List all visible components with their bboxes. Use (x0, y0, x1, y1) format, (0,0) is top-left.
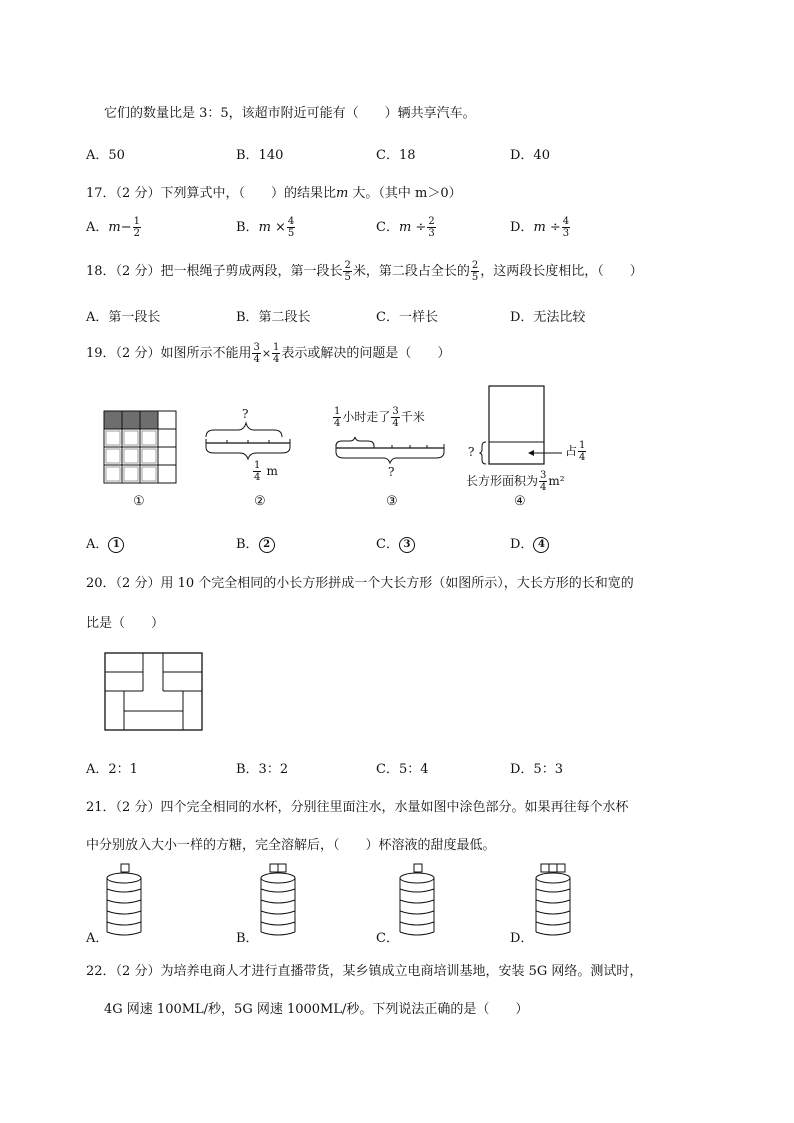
q21-stem-line-1: 21．（2 分）四个完全相同的水杯，分别往里面注水，水量如图中涂色部分。如果再往每个水杯 (86, 800, 629, 815)
q21-option-d[interactable]: D． (510, 931, 534, 946)
q19-option-d[interactable] (510, 533, 549, 553)
q17-option-b-expr: m × (258, 220, 286, 235)
q19-fig3-f1-numerator: 1 (334, 406, 341, 417)
q16-stem: 它们的数量比是 3：5，该超市附近可能有（ ）辆共享汽车。 (104, 106, 476, 121)
q19-fig1-label: ① (133, 494, 145, 509)
q19-fig4-fraction (578, 440, 586, 463)
q20-option-c[interactable]: C．5：4 (376, 762, 429, 777)
q17-option-d-fraction (562, 216, 570, 239)
q18-option-c[interactable]: C．一样长 (376, 310, 438, 325)
q16-option-b[interactable]: B．140 (236, 148, 284, 163)
q19-fig3-f1-denominator: 4 (334, 418, 341, 429)
q18-stem (86, 260, 643, 283)
q20-stem-line-2: 比是（ ） (86, 616, 165, 631)
q19-option-d-value: 4 (533, 537, 549, 553)
q19-fig4-area-denominator: 4 (540, 482, 547, 493)
q19-fig3-f2-numerator: 3 (392, 406, 399, 417)
q21-cup-d (533, 862, 573, 942)
q18-option-b[interactable]: B．第二段长 (236, 310, 311, 325)
q17-option-b-fraction (287, 216, 295, 239)
q17-stem-var: m (335, 186, 349, 201)
q18-stem-mid: 米，第二段占全长的 (352, 264, 470, 279)
q19-stem-post: 表示或解决的问题是（ ） (281, 346, 451, 361)
q17-c-denominator: 3 (428, 228, 435, 239)
q19-fig4-label: ④ (514, 494, 526, 509)
q19-option-b-value: 2 (259, 537, 275, 553)
q17-stem (86, 182, 462, 201)
q19-fig4-numerator: 1 (579, 440, 586, 451)
q17-option-a[interactable] (86, 216, 142, 239)
q21-option-b[interactable]: B． (236, 931, 259, 946)
q19-option-d-prefix: D． (510, 537, 534, 552)
q19-fig4-unit: m² (548, 474, 565, 488)
q18-fraction-1 (343, 260, 351, 283)
q19-fig3-f2-denominator: 4 (392, 418, 399, 429)
q19-stem-pre: 19．（2 分）如图所示不能用 (86, 346, 252, 361)
q19-fig2-unit: m (266, 464, 278, 478)
q17-b-denominator: 5 (287, 228, 295, 239)
q19-fig4-area (466, 470, 565, 493)
q19-fig2-label: ② (254, 494, 266, 509)
q19-fraction-1 (252, 342, 260, 365)
q19-fig4-area-text: 长方形面积为 (466, 474, 539, 488)
q19-option-a-value: 1 (108, 537, 124, 553)
q19-f1-denominator: 4 (253, 354, 260, 365)
q19-option-b-prefix: B． (236, 537, 259, 552)
q21-option-c[interactable]: C． (376, 931, 399, 946)
q19-option-a[interactable] (86, 533, 124, 553)
q17-option-b[interactable] (236, 216, 296, 239)
q16-option-a[interactable]: A．50 (86, 148, 125, 163)
q19-fig3-text1: 小时走了 (342, 410, 391, 424)
q19-fig4-portion (565, 440, 587, 463)
q19-f2-denominator: 4 (273, 354, 280, 365)
q19-option-c[interactable] (376, 533, 415, 553)
q20-rectangle-figure (104, 652, 204, 732)
q19-fig2-question: ? (242, 407, 249, 421)
q17-a-numerator: 1 (133, 216, 140, 227)
q19-option-c-value: 3 (399, 537, 415, 553)
q19-f2-numerator: 1 (273, 342, 280, 353)
q17-option-b-label: B． (236, 220, 259, 235)
q19-fig4-question: ? (468, 445, 475, 459)
q18-stem-pre: 18．（2 分）把一根绳子剪成两段，第一段长 (86, 264, 343, 279)
q19-option-c-prefix: C． (376, 537, 399, 552)
q17-stem-post: 大。（其中 m＞0） (348, 186, 462, 201)
q17-a-denominator: 2 (133, 228, 140, 239)
q22-stem-line-1: 22．（2 分）为培养电商人才进行直播带货，某乡镇成立电商培训基地，安装 5G 网络。测试时， (86, 964, 643, 979)
q19-option-b[interactable] (236, 533, 275, 553)
q21-option-a[interactable]: A． (86, 931, 109, 946)
q19-fraction-2 (272, 342, 280, 365)
q17-option-c-label: C． (376, 220, 399, 235)
q21-stem-line-2: 中分别放入大小一样的方糖，完全溶解后，（ ）杯溶液的甜度最低。 (86, 838, 496, 853)
q18-option-d[interactable]: D．无法比较 (510, 310, 586, 325)
q19-fig3-label-num: ③ (386, 494, 398, 509)
q19-figure-3-segment (330, 430, 450, 466)
q20-option-b[interactable]: B．3：2 (236, 762, 289, 777)
q17-option-d-label: D． (510, 220, 534, 235)
q19-fig3-unit: 千米 (400, 410, 425, 424)
q21-cup-b (258, 862, 298, 942)
q18-f1-denominator: 5 (344, 272, 351, 283)
q19-stem (86, 342, 450, 365)
q19-fig2-numerator: 1 (254, 460, 261, 471)
q17-option-d[interactable] (510, 216, 571, 239)
q16-option-c[interactable]: C．18 (376, 148, 416, 163)
q17-option-a-label: A． (86, 220, 109, 235)
q19-fig4-denominator: 4 (579, 452, 586, 463)
q19-fig2-fraction (253, 460, 261, 483)
q19-fig3-fraction-2 (391, 406, 399, 429)
q19-option-a-prefix: A． (86, 537, 109, 552)
q19-fig2-denominator: 4 (254, 472, 261, 483)
q19-times: × (261, 347, 272, 360)
q19-fig3-label (332, 406, 425, 429)
q17-c-numerator: 2 (428, 216, 435, 227)
q21-cup-c (397, 862, 437, 942)
q17-d-numerator: 4 (562, 216, 570, 227)
q19-figure-1-grid (103, 410, 179, 486)
q18-fraction-2 (471, 260, 479, 283)
q17-option-c-fraction (427, 216, 435, 239)
q19-fig3-fraction-1 (333, 406, 341, 429)
q17-option-c[interactable] (376, 216, 437, 239)
q18-f1-numerator: 2 (344, 260, 351, 271)
q17-option-d-expr: m ÷ (533, 220, 561, 235)
q16-option-d[interactable]: D．40 (510, 148, 550, 163)
q19-fig3-question: ? (388, 465, 395, 479)
q20-option-a[interactable]: A．2：1 (86, 762, 138, 777)
q19-fig4-area-fraction (539, 470, 547, 493)
q17-option-c-expr: m ÷ (398, 220, 427, 235)
q22-stem-line-2: 4G 网速 100ML/秒，5G 网速 1000ML/秒。下列说法正确的是（ ） (104, 1002, 529, 1017)
q19-fig2-length (252, 460, 278, 483)
q20-option-d[interactable]: D．5：3 (510, 762, 563, 777)
q21-cup-a (104, 862, 144, 942)
q17-stem-pre: 17．（2 分）下列算式中，（ ）的结果比 (86, 186, 336, 201)
q17-option-a-fraction (133, 216, 141, 239)
q20-stem-line-1: 20．（2 分）用 10 个完全相同的小长方形拼成一个大长方形（如图所示），大长方形的长和宽的 (86, 576, 634, 591)
q19-fig4-zhan: 占 (565, 444, 578, 458)
q18-f2-denominator: 5 (471, 272, 479, 283)
q18-f2-numerator: 2 (471, 260, 479, 271)
q17-b-numerator: 4 (287, 216, 295, 227)
q17-d-denominator: 3 (562, 228, 570, 239)
q17-option-a-expr: m− (108, 220, 132, 235)
q18-option-a[interactable]: A．第一段长 (86, 310, 161, 325)
q18-stem-post: ，这两段长度相比，（ ） (480, 264, 643, 279)
q19-f1-numerator: 3 (253, 342, 260, 353)
q19-fig4-area-numerator: 3 (540, 470, 547, 481)
